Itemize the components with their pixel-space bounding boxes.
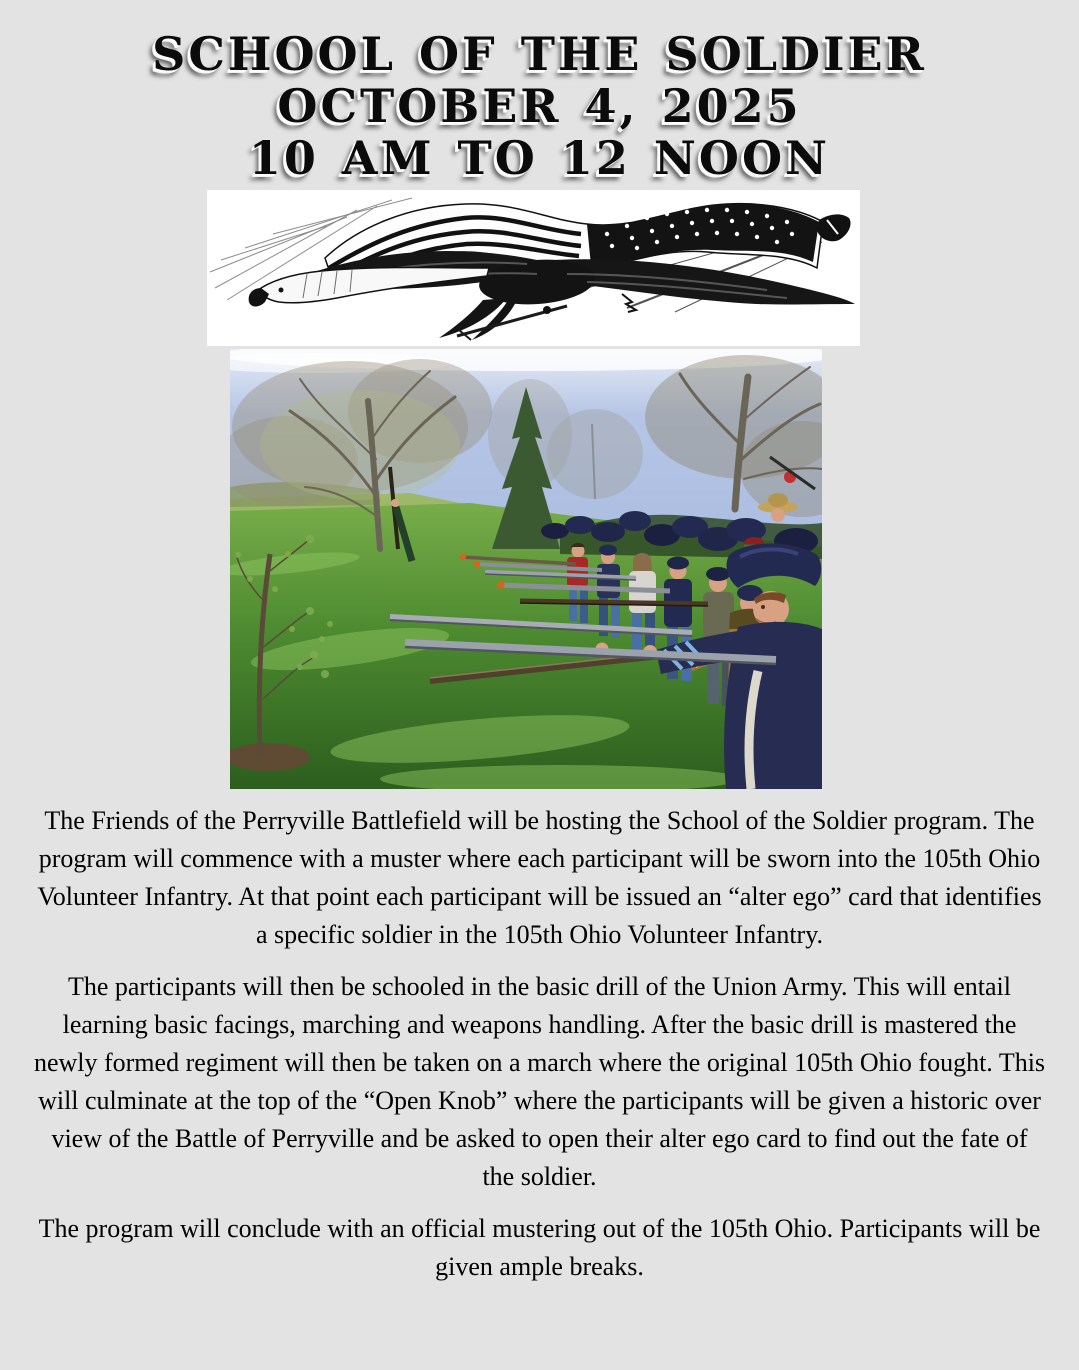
soldiers-drill-image <box>230 349 822 789</box>
event-title: SCHOOL OF THE SOLDIER <box>152 27 927 81</box>
paragraph-conclusion: The program will conclude with an official mustering out of the 105th Ohio. Participants will be given ample breaks. <box>38 1214 1041 1281</box>
soldiers-drill-photo <box>230 349 822 789</box>
eagle-flag-icon <box>207 190 860 346</box>
event-title-block <box>0 0 1079 184</box>
paragraph-drill: The participants will then be schooled in the basic drill of the Union Army. This will entail learning basic facings, marching and weapons handling. After the basic drill is mastered the newly formed regiment will then be taken on a march where the original 105th Ohio fought. This will culminate at the top of the “Open Knob” where the participants will be given a historic over view of the Battle of Perryville and be asked to open their alter ego card to find out the fate of the soldier. <box>33 972 1046 1191</box>
event-date: OCTOBER 4, 2025 <box>277 79 802 133</box>
paragraph-muster: The Friends of the Perryville Battlefield will be hosting the School of the Soldier program. The program will commence with a muster where each participant will be sworn into the 105th Ohio Volunteer Infantry. At that point each participant will be issued an “alter ego” card that identifies a specific soldier in the 105th Ohio Volunteer Infantry. <box>37 806 1042 949</box>
eagle-flag-illustration <box>207 190 860 346</box>
flyer-body-text <box>34 802 1046 1286</box>
event-time: 10 AM TO 12 NOON <box>248 131 831 185</box>
